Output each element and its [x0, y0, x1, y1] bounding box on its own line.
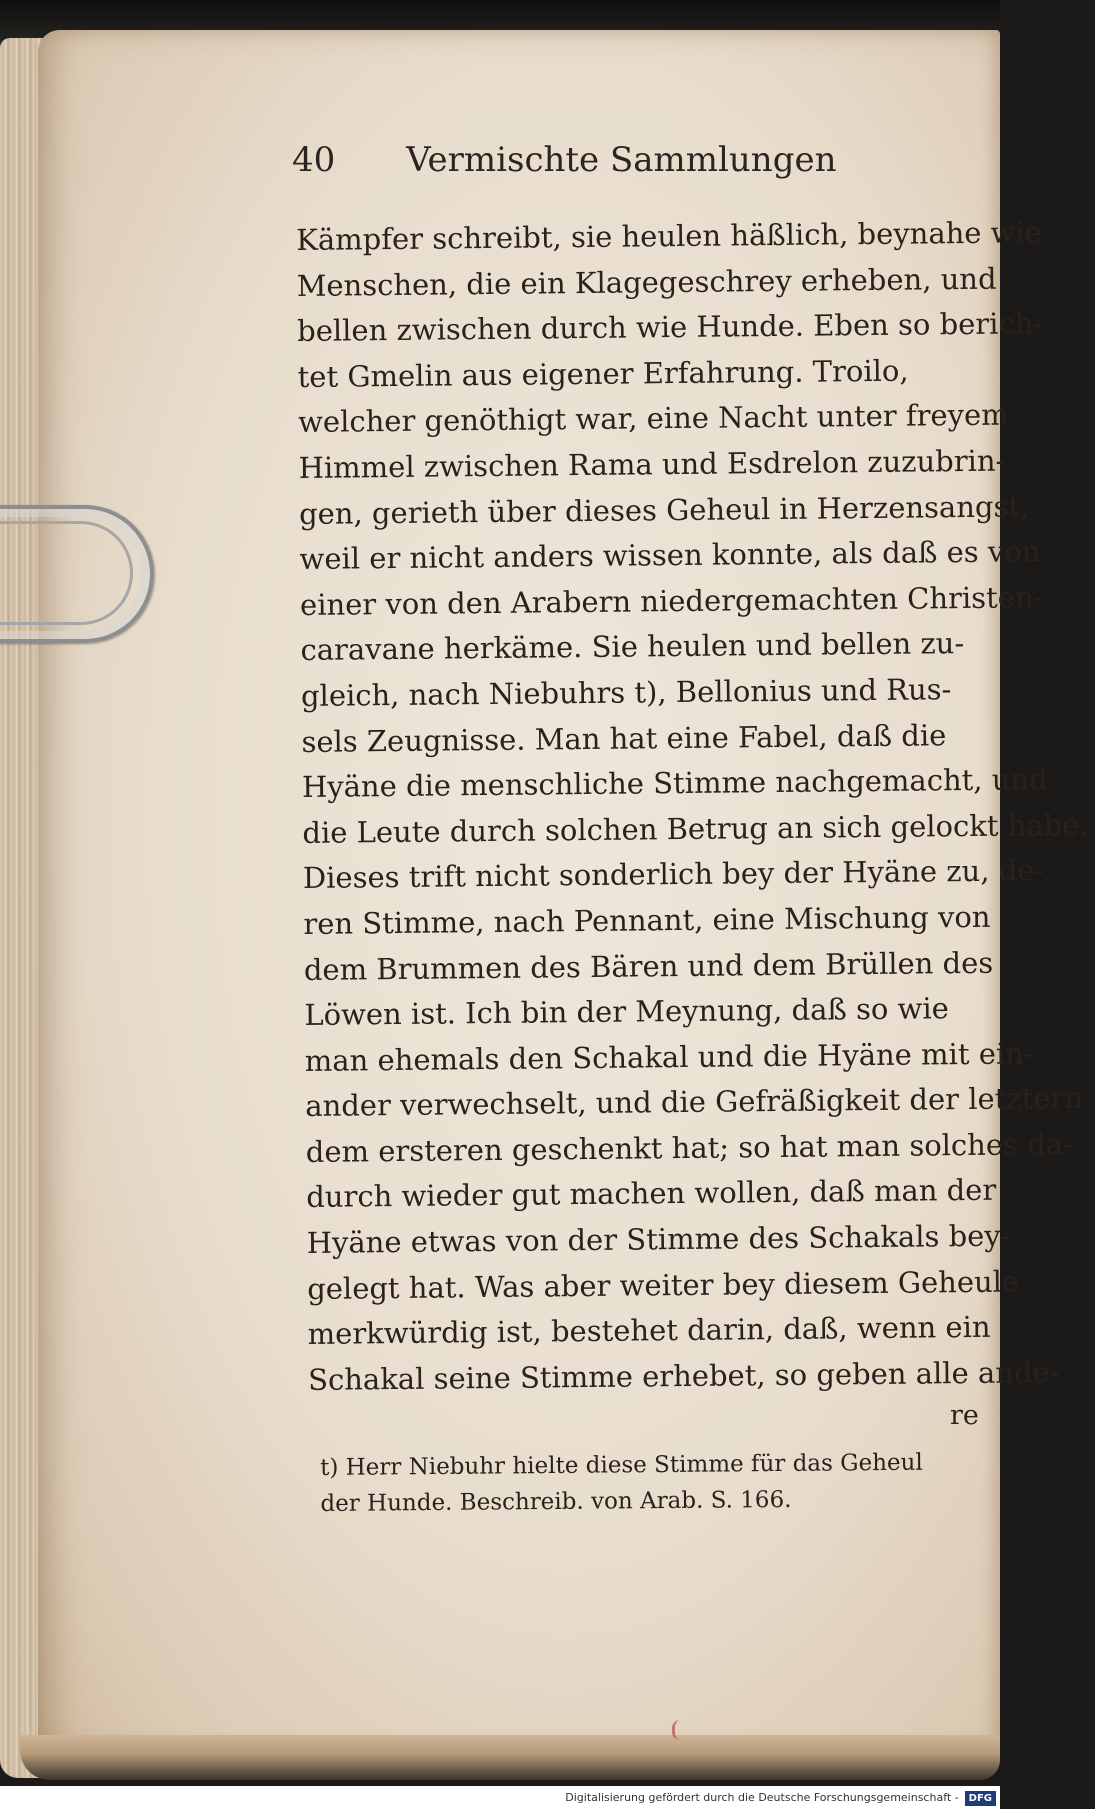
dfg-logo: DFG [965, 1791, 996, 1806]
text-line: die Leute durch solchen Betrug an sich gelockt habe. [302, 807, 1089, 850]
text-line: gen, gerieth über dieses Geheul in Herzensangst, [298, 488, 1030, 531]
running-head [292, 140, 872, 180]
book-bottom-edge [20, 1735, 1000, 1780]
text-line: ren Stimme, nach Pennant, eine Mischung von [303, 899, 991, 941]
text-line: merkwürdig ist, bestehet darin, daß, wenn ein [307, 1310, 991, 1352]
footnote-line: der Hunde. Beschreib. von Arab. S. 166. [320, 1486, 792, 1517]
text-line: durch wieder gut machen wollen, daß man der [306, 1173, 997, 1215]
catchword: re [950, 1400, 979, 1431]
text-line: caravane herkäme. Sie heulen und bellen zu- [300, 626, 965, 668]
text-line: man ehemals den Schakal und die Hyäne mit ein- [304, 1036, 1034, 1078]
text-line: Schakal seine Stimme erhebet, so geben alle ande- [307, 1354, 1060, 1397]
text-line: Dieses trift nicht sonderlich bey der Hyäne zu, de- [302, 853, 1045, 896]
page-title: Vermischte Sammlungen [406, 140, 837, 180]
text-line: ander verwechselt, und die Gefräßigkeit der letztern [305, 1081, 1084, 1124]
paper-clip-inner-loop [0, 521, 133, 625]
credit-text: Digitalisierung gefördert durch die Deutsche Forschungsgemeinschaft - [565, 1791, 959, 1804]
text-line: tet Gmelin aus eigener Erfahrung. Troilo, [297, 353, 909, 394]
text-line: Menschen, die ein Klagegeschrey erheben, und [296, 261, 997, 303]
text-line: dem Brummen des Bären und dem Brüllen des [303, 945, 994, 987]
text-line: bellen zwischen durch wie Hunde. Eben so berich- [297, 306, 1044, 349]
text-line: welcher genöthigt war, eine Nacht unter freyem [297, 397, 1009, 440]
text-line: gleich, nach Niebuhrs t), Bellonius und Rus- [300, 672, 952, 713]
footnote [320, 1444, 981, 1522]
text-line: gelegt hat. Was aber weiter bey diesem Geheule [307, 1264, 1020, 1306]
body-text [296, 211, 1089, 1403]
digitization-credit-bar [0, 1786, 1000, 1809]
text-line: Löwen ist. Ich bin der Meynung, daß so wie [304, 991, 950, 1033]
text-line: Hyäne die menschliche Stimme nachgemacht, und [301, 762, 1048, 805]
red-ink-mark [672, 1720, 683, 1740]
text-line: Hyäne etwas von der Stimme des Schakals bey- [306, 1218, 1011, 1261]
text-line: weil er nicht anders wissen konnte, als daß es von [299, 534, 1041, 577]
text-line: sels Zeugnisse. Man hat eine Fabel, daß die [301, 717, 947, 759]
text-line: dem ersteren geschenkt hat; so hat man solches da- [305, 1126, 1073, 1169]
footnote-line: t) Herr Niebuhr hielte diese Stimme für das Geheul [320, 1449, 923, 1481]
text-line: einer von den Arabern niedergemachten Christen- [299, 579, 1044, 622]
page-number: 40 [292, 140, 336, 180]
text-line: Kämpfer schreibt, sie heulen häßlich, beynahe wie [296, 215, 1043, 257]
text-line: Himmel zwischen Rama und Esdrelon zuzubrin- [298, 443, 1006, 485]
